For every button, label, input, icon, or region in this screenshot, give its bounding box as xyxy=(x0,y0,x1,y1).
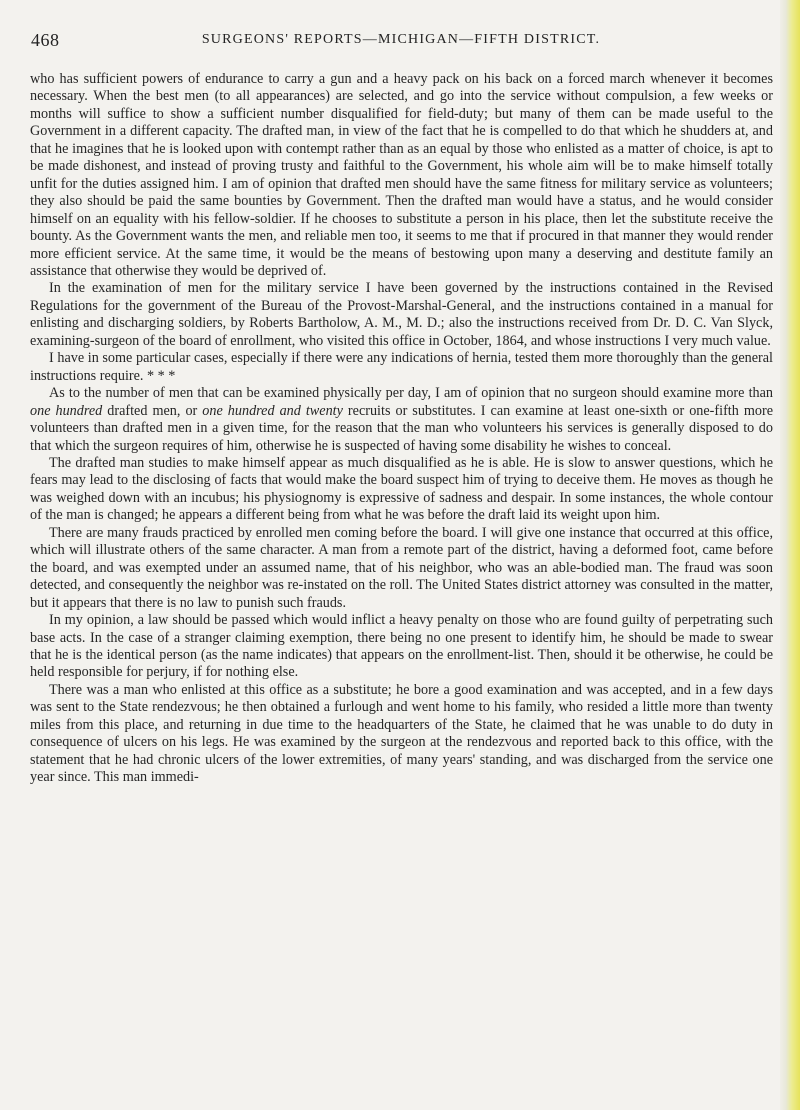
paragraph-text: who has sufficient powers of endurance to carry a gun and a heavy pack on his back on a forced march whenever it becomes necessary. When the best men (to all appearances) are selected, and go into the service without compulsion, a few weeks or months will suffice to show a sufficient number disqualified for field-duty; but many of them can be made useful to the Government in a different capacity. The drafted man, in view of the fact that he is compelled to do that which he shudders at, and that he imagines that he is looked upon with contempt rather than as an equal by those who enlisted as a matter of choice, is apt to be made dishonest, and instead of proving trusty and faithful to the Government, his whole aim will be to make himself totally unfit for the duties assigned him. I am of opinion that drafted men should have the same fitness for military service as volunteers; they also should be paid the same bounties by Government. Then the drafted man would have a status, and he would consider himself on an equality with his fellow-soldier. If he chooses to substitute a person in his place, then let the substitute receive the bounty. As the Government wants the men, and reliable men too, it seems to me that if procured in that manner they would render more efficient service. At the same time, it would be the means of bestowing upon many a deserving and destitute family an assistance that otherwise they would be deprived of. xyxy=(30,71,773,279)
emphasized-text: one hundred xyxy=(30,402,103,419)
paragraph xyxy=(30,280,773,350)
paragraph xyxy=(30,525,773,612)
paragraph-text: In the examination of men for the military service I have been governed by the instructions contained in the Revised Regulations for the government of the Bureau of the Provost-Marshal-General, and the instructions contained in a manual for enlisting and discharging soldiers, by Roberts Bartholow, A. M., M. D.; also the instructions received from Dr. D. C. Van Slyck, examining-surgeon of the board of enrollment, who visited this office in October, 1864, and whose instructions I very much value. xyxy=(30,280,773,349)
page-edge xyxy=(780,0,800,1110)
paragraph-text: As to the number of men that can be examined physically per day, I am of opinion that no surgeon should examine more than xyxy=(49,385,773,402)
paragraph-text: In my opinion, a law should be passed which would inflict a heavy penalty on those who are found guilty of perpetrating such base acts. In the case of a stranger claiming exemption, there being no one present to identify him, he should be made to swear that he is the identical person (as the name indicates) that appears on the enrollment-list. Then, should it be otherwise, he could be held responsible for perjury, if for nothing else. xyxy=(30,612,773,681)
paragraph-text: I have in some particular cases, especially if there were any indications of hernia, tested them more thoroughly than the general instructions require. * * * xyxy=(30,350,773,384)
paragraph-text: There was a man who enlisted at this office as a substitute; he bore a good examination and was accepted, and in a few days was sent to the State rendezvous; he then obtained a furlough and went home to his family, who resided a little more than twenty miles from this place, and returning in due time to the headquarters of the State, he claimed that he was unable to do duty in consequence of ulcers on his legs. He was examined by the surgeon at the rendezvous and reported back to this office, with the statement that he had chronic ulcers of the lower extremities, of many years' standing, and was discharged from the service one year since. This man immedi- xyxy=(30,681,773,786)
paragraph-text: There are many frauds practiced by enrolled men coming before the board. I will give one instance that occurred at this office, which will illustrate others of the same character. A man from a remote part of the district, having a deformed foot, came before the board, and was exempted under an assumed name, that of his neighbor, who was an able-bodied man. The fraud was soon detected, and consequently the neighbor was re-instated on the roll. The United States district attorney was consulted in the matter, but it appears that there is no law to punish such frauds. xyxy=(30,524,773,611)
paragraph xyxy=(30,682,773,787)
paragraph xyxy=(30,71,773,280)
paragraph xyxy=(30,612,773,682)
paragraph-text: The drafted man studies to make himself appear as much disqualified as he is able. He is slow to answer questions, which he fears may lead to the disclosing of facts that would make the board suspect him of trying to deceive them. He moves as though he was weighed down with an incubus; his physiognomy is expressive of sadness and despair. In some instances, the whole contour of the man is changed; he appears a different being from what he was before the draft laid its weight upon him. xyxy=(30,454,773,524)
page-header xyxy=(31,30,771,52)
running-title: SURGEONS' REPORTS—MICHIGAN—FIFTH DISTRICT. xyxy=(201,32,601,47)
emphasized-text: one hundred and twenty xyxy=(202,402,343,419)
paragraph xyxy=(30,455,773,525)
paragraph-text: drafted men, or xyxy=(102,402,203,419)
paragraph xyxy=(30,385,773,455)
paragraph xyxy=(30,350,773,385)
page-number: 468 xyxy=(31,30,60,50)
body-text xyxy=(30,71,773,787)
paragraph-text: recruits or substitutes. I can examine at least one-sixth or one-fifth more volunteers than drafted men in a given time, for the reason that the man who volunteers his services is generally disposed to do that which the surgeon requires of him, otherwise he is suspected of having some disability he wishes to conceal. xyxy=(30,402,774,454)
